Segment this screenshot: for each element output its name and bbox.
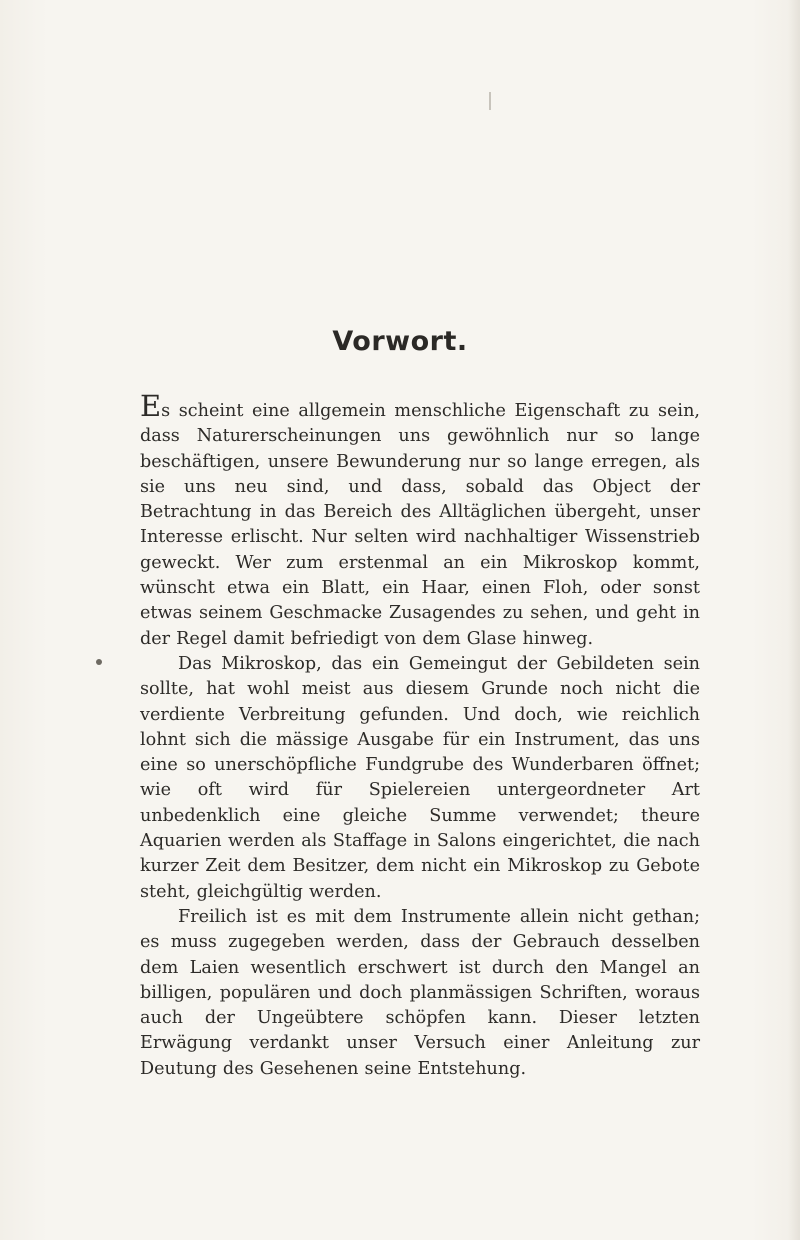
paragraph-3: Freilich ist es mit dem Instrumente allein nicht gethan; es muss zugegeben werden, dass der Gebrauch desselben dem Laien wesentlich erschwert ist durch den Mangel an billigen, populären und doch planmässigen Schriften, woraus auch der Ungeübtere schöpfen kann. Dieser letzten Erwägung verdankt unser Versuch einer Anleitung zur Deutung des Gesehenen seine Entstehung. — [140, 906, 700, 1079]
page-folio-mark — [489, 92, 491, 110]
paragraph-2: Das Mikroskop, das ein Gemeingut der Gebildeten sein sollte, hat wohl meist aus diesem Grunde noch nicht die verdiente Verbreitung gefunden. Und doch, wie reichlich lohnt sich die mässige Ausgabe für ein Instrument, das uns eine so unerschöpfliche Fundgrube des Wunderbaren öffnet; wie oft wird für Spielereien untergeordneter Art unbedenklich eine gleiche Summe verwendet; theure Aquarien werden als Staffage in Salons eingerichtet, die nach kurzer Zeit dem Besitzer, dem nicht ein Mikroskop zu Gebote steht, gleichgültig werden. — [140, 653, 700, 902]
page-edge-shadow — [788, 0, 800, 1240]
page-title: Vorwort. — [332, 326, 468, 357]
paragraph-1-text: s scheint eine allgemein menschliche Eigenschaft zu sein, dass Naturerscheinungen uns gewöhnlich nur so lange beschäftigen, unsere Bewunderung nur so lange erregen, als sie uns neu sind, und dass, sobald das Object der Betrachtung in das Bereich des Alltäglichen übergeht, unser Interesse erlischt. Nur selten wird nachhaltiger Wissenstrieb geweckt. Wer zum erstenmal an ein Mikroskop kommt, wünscht etwa ein Blatt, ein Haar, einen Floh, oder sonst etwas seinem Geschmacke Zusagendes zu sehen, und geht in der Regel damit befriedigt von dem Glase hinweg. — [140, 401, 700, 649]
drop-capital: E — [140, 389, 162, 423]
margin-ink-spot — [96, 659, 102, 665]
preface-body — [140, 389, 700, 1082]
paragraph-1 — [140, 389, 700, 652]
